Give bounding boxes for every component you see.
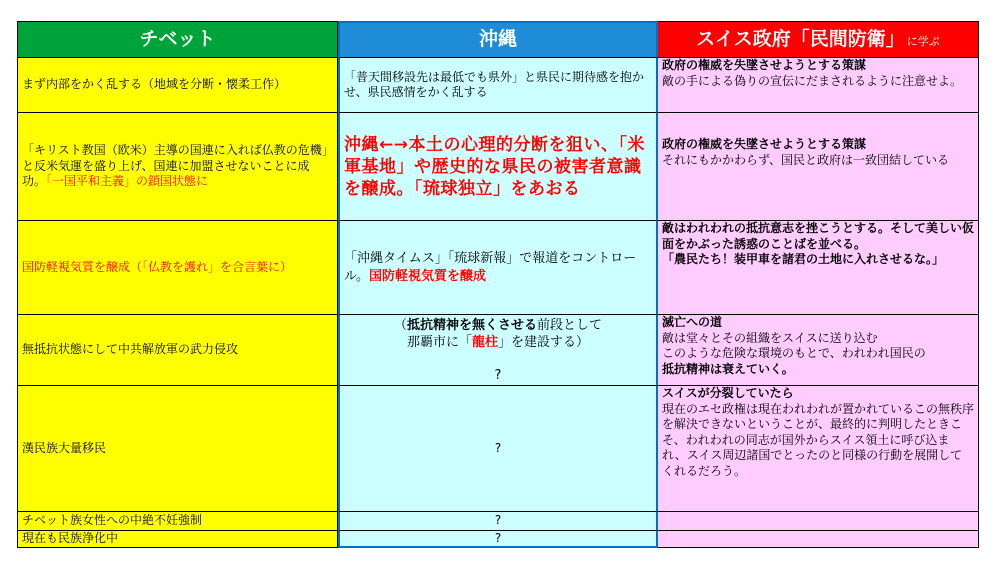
row4-tibet — [17, 315, 338, 386]
row7-okinawa — [338, 531, 658, 548]
row4-okinawa-l2-post: 」を建設する） — [498, 335, 590, 350]
row6-swiss — [658, 512, 979, 531]
row3-okinawa-highlight: 国防軽視気質を醸成 — [368, 268, 486, 284]
row4-swiss — [658, 315, 979, 386]
row2-swiss — [658, 113, 979, 221]
row1-okinawa-text: 「普天間移設先は最低でも県外」と県民に期待感を抱かせ、県民感情をかく乱する — [344, 69, 645, 99]
row5-tibet — [17, 386, 338, 512]
header-swiss-suffix: に学ぶ — [906, 34, 940, 48]
row3-tibet — [17, 221, 338, 315]
row7-tibet-text: 現在も民族浄化中 — [22, 531, 119, 546]
header-tibet — [17, 21, 338, 58]
row1-swiss — [658, 58, 979, 113]
header-swiss-label: スイス政府「民間防衛」 — [696, 27, 905, 50]
row6-tibet — [17, 512, 338, 531]
row5-okinawa-unknown: ? — [494, 440, 502, 455]
comparison-table — [17, 21, 979, 552]
row3-okinawa — [338, 221, 658, 315]
row7-okinawa-unknown: ? — [494, 531, 502, 545]
row4-tibet-text: 無抵抗状態にして中共解放軍の武力侵攻 — [22, 342, 239, 357]
row5-swiss-body: 現在のエセ政権は現在われわれが置かれているこの無秩序を解決できないということが、最終的に判明したときこそ、われわれの同志が国外からスイス領土に呼び込まれ、スイス周辺諸国でとったのと同様の行動を展開してくれるだろう。 — [662, 401, 975, 478]
row3-tibet-text: 国防軽視気質を醸成（「仏教を護れ」を合言葉に） — [22, 259, 293, 274]
row4-okinawa — [338, 315, 658, 386]
row6-okinawa — [338, 512, 658, 531]
row4-okinawa-dragon-pillar: 龍柱 — [471, 335, 498, 350]
row2-swiss-title: 政府の権威を失墜させようとする策謀 — [662, 137, 867, 151]
row4-okinawa-unknown: ? — [494, 368, 502, 383]
row5-okinawa — [338, 386, 658, 512]
row4-swiss-body: 敵は堂々とその組織をスイスに送り込む このような危険な環境のもとで、われわれ国民の — [662, 330, 926, 360]
row5-swiss-title: スイスが分裂していたら — [662, 386, 794, 400]
row7-tibet — [17, 531, 338, 548]
row3-swiss-quote: 「農民たち！装甲車を諸君の土地に入れさせるな。」 — [662, 252, 945, 266]
row6-tibet-text: チベット族女性への中絶不妊強制 — [22, 513, 203, 528]
row4-okinawa-l1-bold: 抵抗精神を無くさせる — [406, 318, 537, 333]
header-tibet-label: チベット — [139, 27, 216, 50]
row2-tibet-highlight: 「一国平和主義」の鎖国状態に — [46, 174, 209, 189]
row1-okinawa — [338, 58, 658, 113]
row1-tibet-text: まず内部をかく乱する（地域を分断・懐柔工作） — [22, 77, 287, 92]
row4-okinawa-l1-post: 前段として — [537, 318, 603, 333]
row3-swiss — [658, 221, 979, 315]
row1-swiss-title: 政府の権威を失墜させようとする策謀 — [662, 58, 867, 72]
row2-tibet — [17, 113, 338, 221]
row3-swiss-text: 敵はわれわれの抵抗意志を挫こうとする。そして美しい仮面をかぶった誘惑のことばを並べる。 — [662, 221, 975, 251]
row6-okinawa-unknown: ? — [494, 513, 502, 528]
row2-swiss-body: それにもかかわらず、国民と政府は一致団結している — [662, 152, 950, 167]
row7-swiss — [658, 531, 979, 548]
row4-swiss-tail: 抵抗精神は衰えていく。 — [662, 361, 794, 376]
row5-swiss — [658, 386, 979, 512]
row4-okinawa-l2-pre: 那覇市に「 — [406, 335, 472, 350]
header-okinawa-label: 沖縄 — [478, 28, 517, 51]
row5-tibet-text: 漢民族大量移民 — [22, 440, 107, 455]
header-okinawa — [338, 21, 658, 58]
header-swiss — [658, 21, 979, 58]
row2-tibet-text: 「キリスト教国（欧米）主導の国連に入れば仏教の危機」と反米気運を盛り上げ、国連に加盟させないことに成功。 — [22, 143, 328, 189]
row2-okinawa — [338, 113, 658, 221]
row2-okinawa-highlight: 「琉球独立」をあおる — [414, 178, 581, 199]
row2-okinawa-text: 沖縄←→本土の心理的分断を狙い、「米軍基地」や歴史的な県民の被害者意識を醸成。 — [344, 134, 645, 199]
row3-okinawa-text: 「沖縄タイムス」「琉球新報」で報道をコントロール。 — [344, 250, 637, 284]
row1-swiss-body: 敵の手による偽りの宣伝にだまされるように注意せよ。 — [662, 73, 963, 88]
row1-tibet — [17, 58, 338, 113]
row4-swiss-title: 滅亡への道 — [662, 315, 723, 329]
row4-okinawa-l1-pre: （ — [393, 318, 407, 333]
